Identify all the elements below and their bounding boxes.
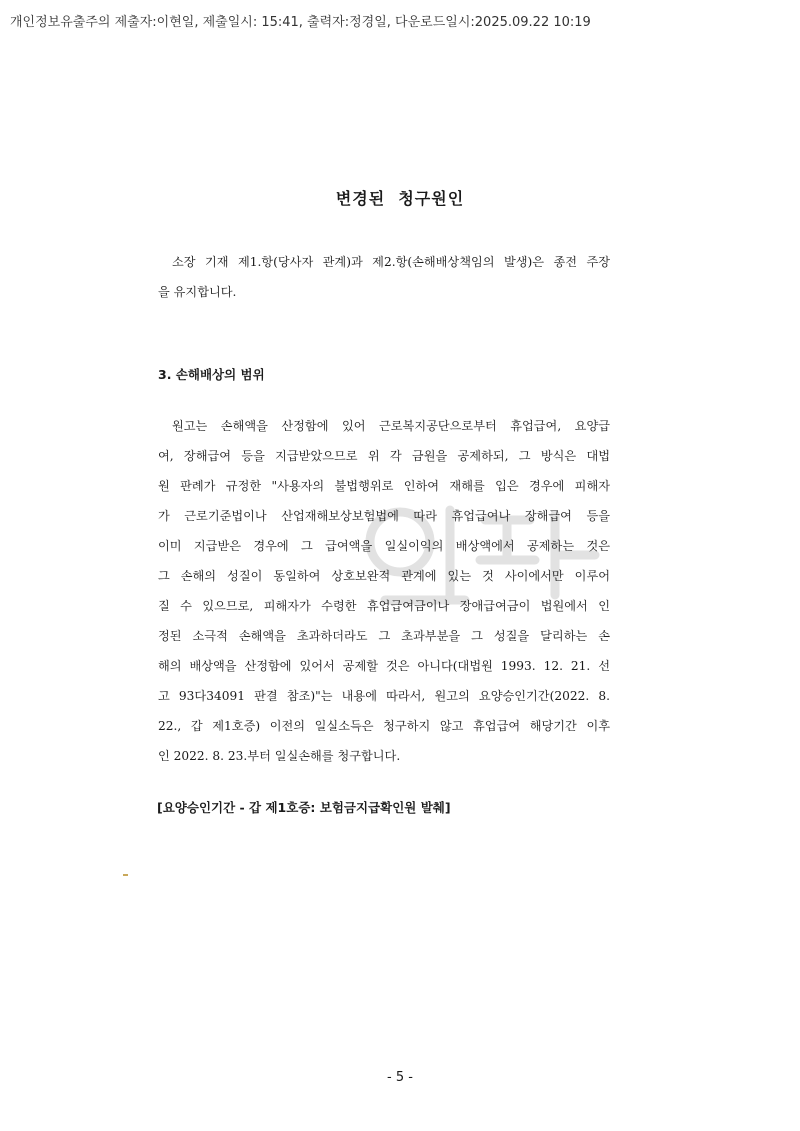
paragraph-line: 그 손해의 성질이 동일하여 상호보완적 관계에 있는 것 사이에서만 이루어 [158, 569, 610, 583]
paragraph-line: 고 93다34091 판결 참조)"는 내용에 따라서, 원고의 요양승인기간(2022. 8. [158, 689, 610, 703]
paragraph-line: 해의 배상액을 산정함에 있어서 공제할 것은 아니다(대법원 1993. 12. 21. 선 [158, 659, 610, 673]
paragraph-line: 여, 장해급여 등을 지급받았으므로 위 각 금원을 공제하되, 그 방식은 대법 [158, 449, 610, 463]
paragraph-line: 원 판례가 규정한 "사용자의 불법행위로 인하여 재해를 입은 경우에 피해자 [158, 479, 610, 493]
paragraph-line: 질 수 있으므로, 피해자가 수령한 휴업급여금이나 장애급여금이 법원에서 인 [158, 599, 610, 613]
section-heading: 3. 손해배상의 범위 [158, 367, 265, 382]
paragraph-line: 가 근로기준법이나 산업재해보상보험법에 따라 휴업급여나 장해급여 등을 [158, 509, 610, 523]
paragraph-line: 소장 기재 제1.항(당사자 관계)과 제2.항(손해배상책임의 발생)은 종전 주장 [172, 255, 610, 269]
print-info-header: 개인정보유출주의 제출자:이현일, 제출일시: 15:41, 출력자:정경일, 다운로드일시:2025.09.22 10:19 [10, 15, 591, 30]
paragraph-line: 정된 소극적 손해액을 초과하더라도 그 초과부분을 그 성질을 달리하는 손 [158, 629, 610, 643]
paragraph-line: 을 유지합니다. [158, 285, 237, 299]
evidence-caption: [요양승인기간 - 갑 제1호증: 보험금지급확인원 발췌] [157, 800, 451, 815]
document-title: 변경된 청구원인 [335, 189, 465, 208]
paragraph-line: 원고는 손해액을 산정함에 있어 근로복지공단으로부터 휴업급여, 요양급 [172, 419, 610, 433]
paragraph-line: 22., 갑 제1호증) 이전의 일실소득은 청구하지 않고 휴업급여 해당기간 이후 [158, 719, 610, 733]
paragraph-line: 이미 지급받은 경우에 그 급여액을 일실이익의 배상액에서 공제하는 것은 [158, 539, 610, 553]
paragraph-line: 인 2022. 8. 23.부터 일실손해를 청구합니다. [158, 749, 401, 763]
page-number: - 5 - [387, 1070, 413, 1085]
stray-mark [123, 874, 128, 876]
